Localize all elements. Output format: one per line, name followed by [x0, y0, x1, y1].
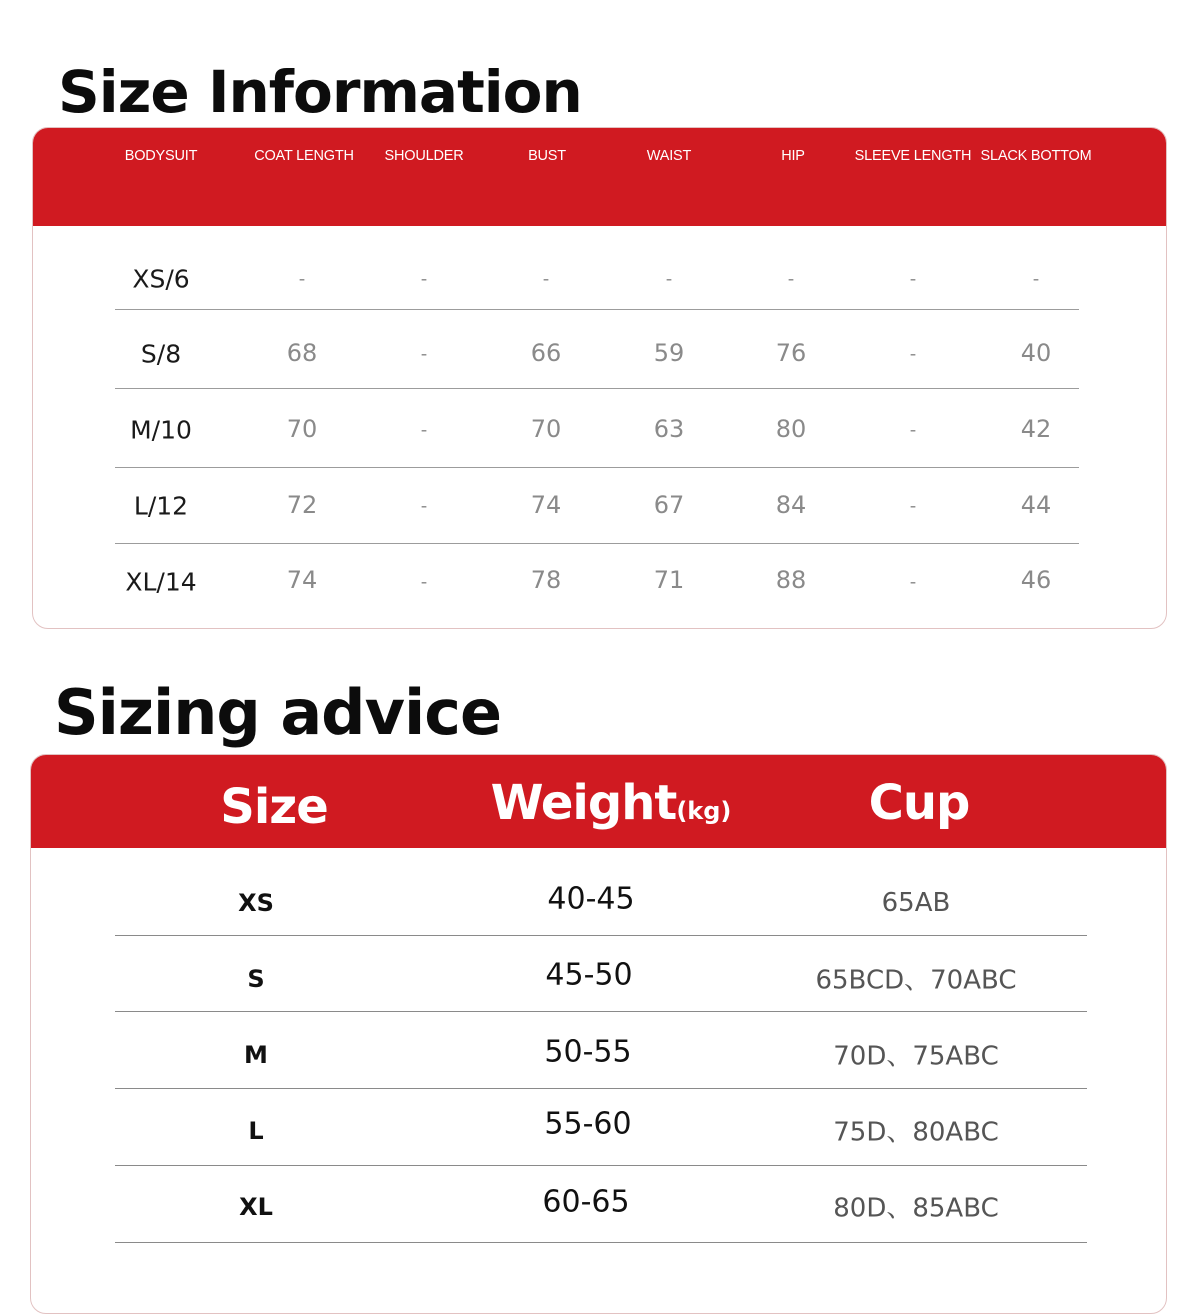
size-label: XL: [239, 1193, 273, 1221]
size-information-title: Size Information: [58, 58, 582, 126]
table-cell: 78: [530, 566, 562, 594]
table-cell: 46: [1020, 566, 1052, 594]
sizing-advice-table: [30, 754, 1167, 1314]
table-cell: 44: [1020, 491, 1052, 519]
cup-size: 75D、80ABC: [833, 1117, 999, 1148]
table-cell: 74: [286, 566, 318, 594]
column-header-hip: HIP: [781, 148, 805, 164]
sizing-advice-title: Sizing advice: [54, 676, 502, 749]
row-divider: [115, 467, 1079, 468]
table-cell: 59: [653, 339, 685, 367]
row-divider: [115, 309, 1079, 310]
table-cell: -: [420, 419, 428, 441]
weight-range: 40-45: [547, 881, 635, 917]
row-divider: [115, 1165, 1087, 1166]
cup-size: 65AB: [881, 888, 951, 918]
weight-header-label: Weight: [490, 775, 677, 831]
column-header-sleeve-length: SLEEVE LENGTH: [854, 148, 972, 164]
cup-size: 70D、75ABC: [833, 1041, 999, 1072]
weight-unit-label: (kg): [676, 797, 732, 825]
row-divider: [115, 935, 1087, 936]
table-cell: 40: [1020, 339, 1052, 367]
table-cell: 74: [530, 491, 562, 519]
size-information-table: [32, 127, 1167, 629]
table-cell: -: [542, 268, 550, 290]
size-information-header: [33, 128, 1166, 226]
table-cell: 84: [775, 491, 807, 519]
table-cell: -: [787, 268, 795, 290]
table-cell: -: [665, 268, 673, 290]
table-cell: 71: [653, 566, 685, 594]
table-cell: 80: [775, 415, 807, 443]
size-label: S/8: [140, 339, 182, 369]
column-header-bodysuit: BODYSUIT: [124, 148, 198, 164]
table-cell: -: [909, 571, 917, 593]
column-header-coat-length: COAT LENGTH: [254, 148, 354, 164]
table-cell: -: [420, 571, 428, 593]
size-label: XL/14: [125, 567, 197, 597]
table-cell: 70: [286, 415, 318, 443]
table-cell: -: [420, 343, 428, 365]
table-cell: 88: [775, 566, 807, 594]
weight-range: 45-50: [545, 957, 633, 993]
size-label: L/12: [133, 491, 189, 521]
table-cell: -: [909, 419, 917, 441]
row-divider: [115, 1011, 1087, 1012]
table-cell: -: [909, 343, 917, 365]
size-label: M: [244, 1041, 268, 1069]
table-cell: 68: [286, 339, 318, 367]
weight-range: 60-65: [542, 1184, 630, 1220]
row-divider: [115, 1242, 1087, 1243]
cup-size: 65BCD、70ABC: [815, 965, 1017, 996]
row-divider: [115, 388, 1079, 389]
cup-size: 80D、85ABC: [833, 1193, 999, 1224]
row-divider: [115, 543, 1079, 544]
table-cell: 42: [1020, 415, 1052, 443]
column-header-weight: [491, 775, 732, 831]
table-cell: -: [420, 495, 428, 517]
column-header-cup: Cup: [868, 775, 970, 831]
size-label: L: [248, 1117, 264, 1145]
table-cell: 72: [286, 491, 318, 519]
table-cell: 63: [653, 415, 685, 443]
size-label: XS/6: [132, 264, 190, 294]
table-cell: 76: [775, 339, 807, 367]
column-header-size: Size: [220, 779, 328, 835]
table-cell: -: [298, 268, 306, 290]
column-header-slack-bottom: SLACK BOTTOM: [980, 148, 1092, 164]
table-cell: -: [909, 495, 917, 517]
sizing-advice-header: [31, 755, 1166, 848]
table-cell: -: [909, 268, 917, 290]
row-divider: [115, 1088, 1087, 1089]
table-cell: 66: [530, 339, 562, 367]
column-header-waist: WAIST: [646, 148, 692, 164]
size-label: XS: [238, 889, 274, 917]
column-header-bust: BUST: [528, 148, 566, 164]
weight-range: 55-60: [544, 1106, 632, 1142]
size-label: S: [247, 965, 265, 993]
size-label: M/10: [130, 415, 192, 445]
column-header-shoulder: SHOULDER: [384, 148, 464, 164]
table-cell: 67: [653, 491, 685, 519]
table-cell: 70: [530, 415, 562, 443]
weight-range: 50-55: [544, 1034, 632, 1070]
table-cell: -: [420, 268, 428, 290]
table-cell: -: [1032, 268, 1040, 290]
